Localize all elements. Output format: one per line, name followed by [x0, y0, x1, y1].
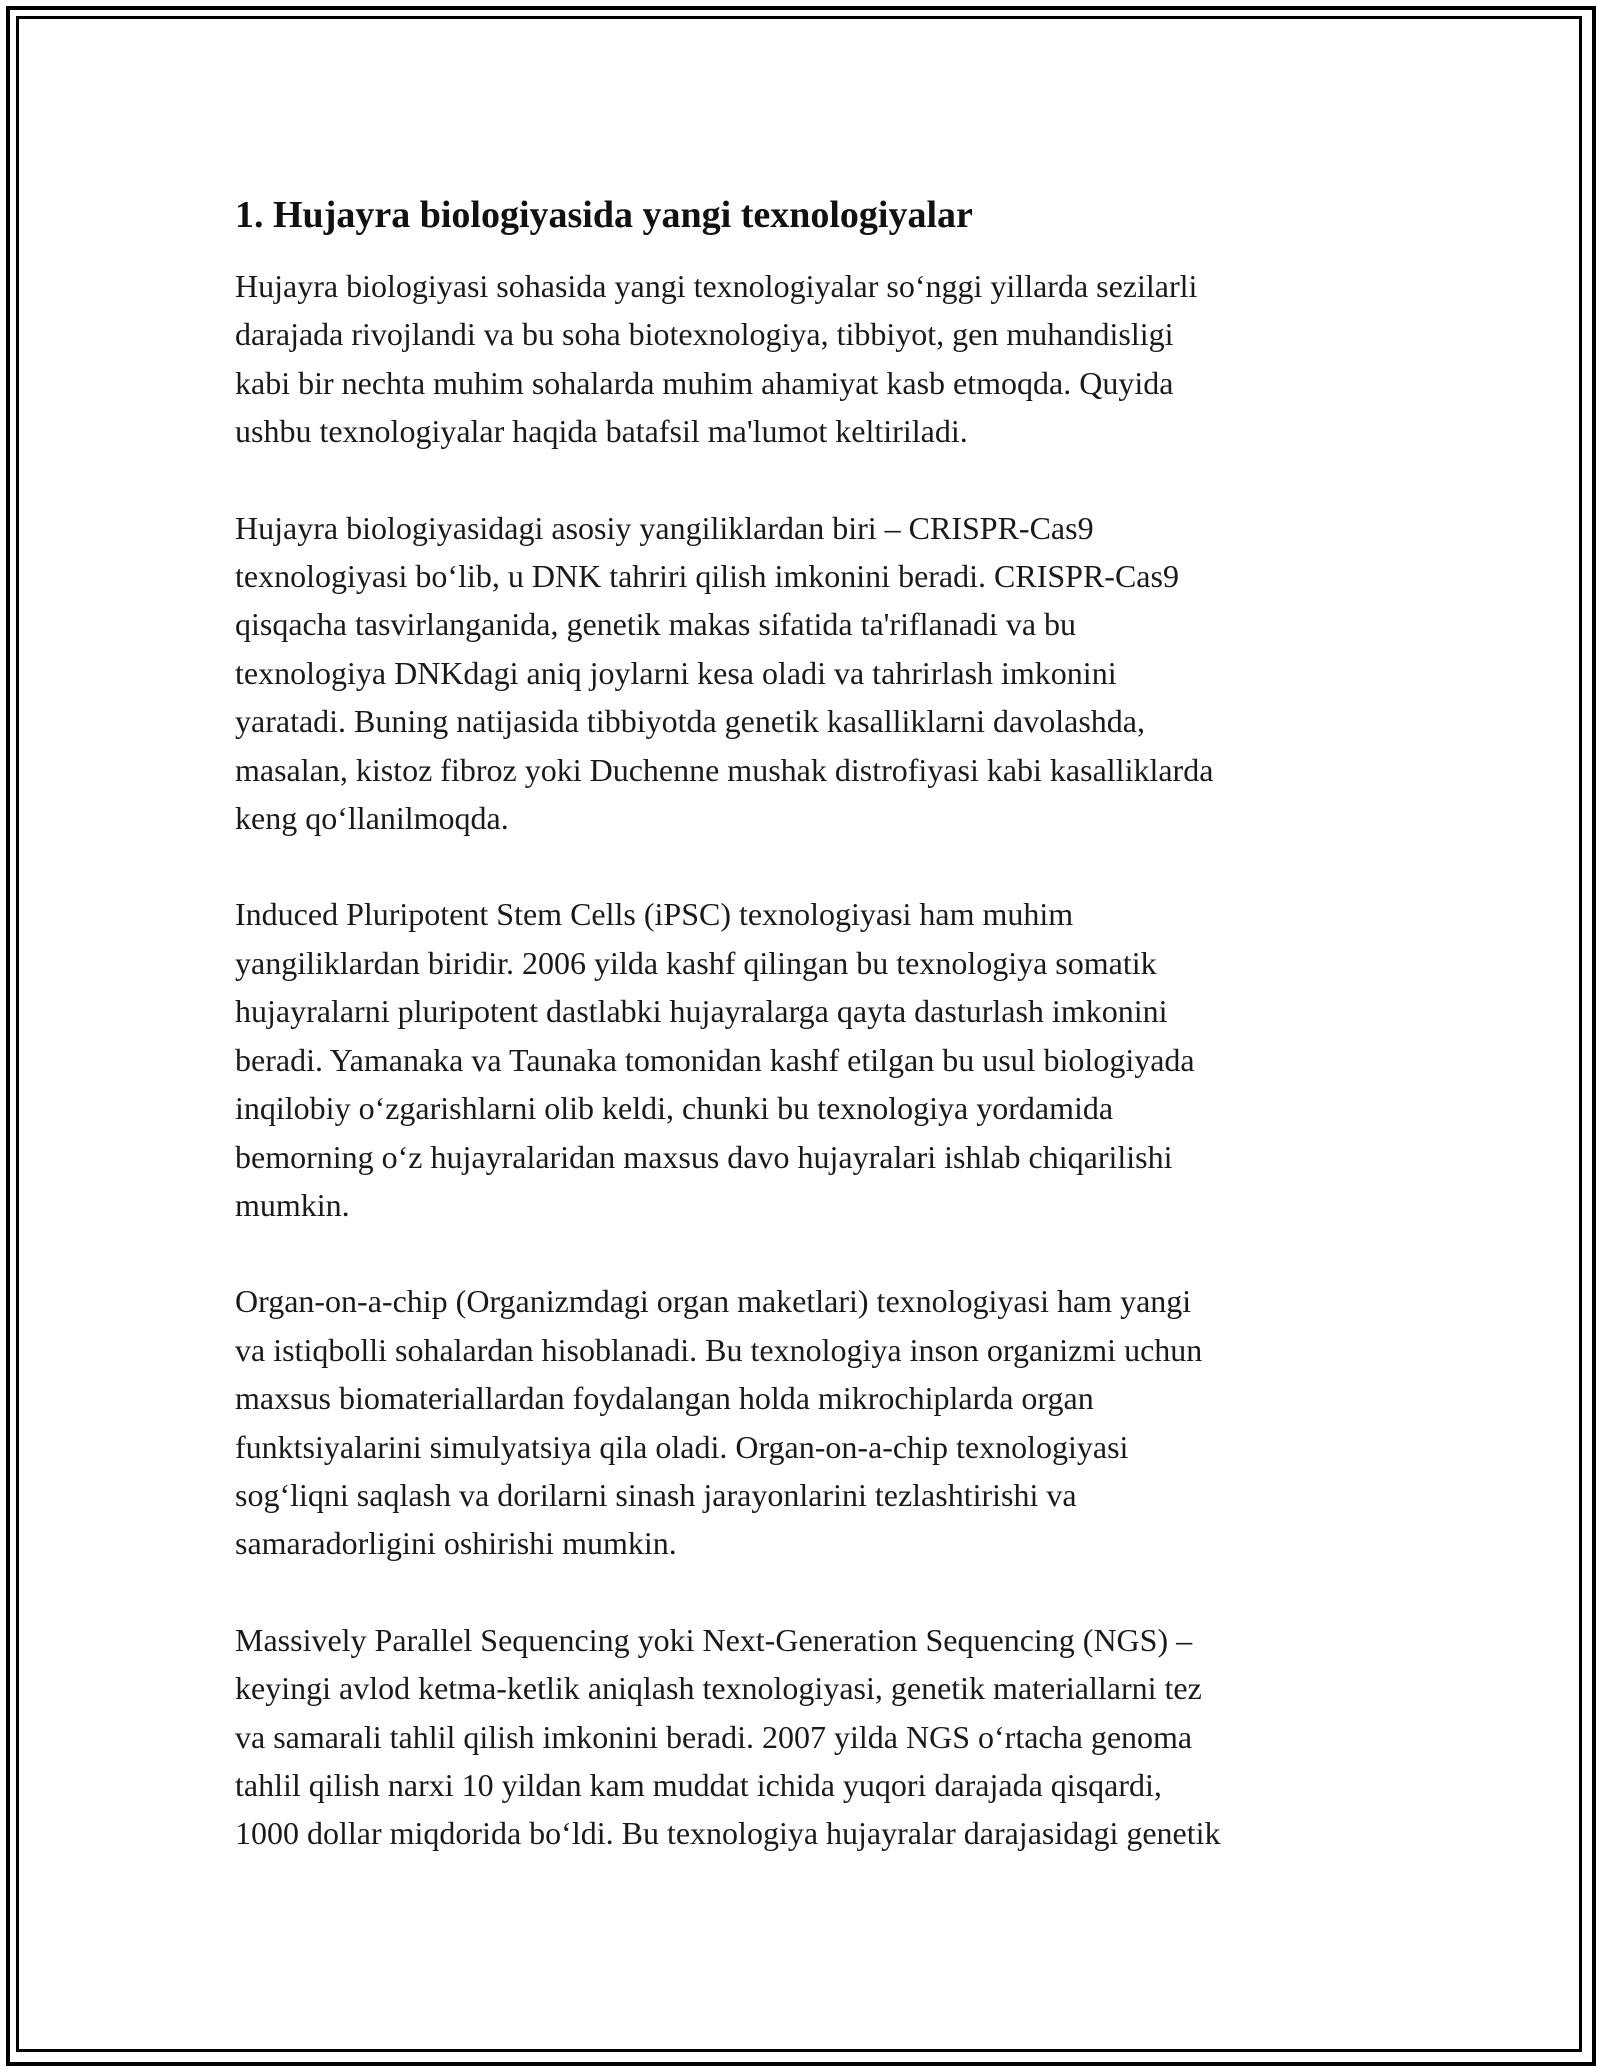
paragraph-organ-on-chip — [235, 1277, 1385, 1567]
text-line: Hujayra biologiyasidagi asosiy yangiliklardan biri – CRISPR-Cas9 — [235, 509, 1094, 546]
text-line: Massively Parallel Sequencing yoki Next-Generation Sequencing (NGS) – — [235, 1621, 1193, 1658]
text-line: Hujayra biologiyasi sohasida yangi texnologiyalar so‘nggi yillarda sezilarli — [235, 268, 1198, 304]
text-line: bemorning o‘z hujayralaridan maxsus davo hujayralari ishlab chiqarilishi — [235, 1138, 1173, 1175]
text-line: yangiliklardan biridir. 2006 yilda kashf qilingan bu texnologiya somatik — [235, 944, 1157, 981]
text-line: va istiqbolli sohalardan hisoblanadi. Bu texnologiya inson organizmi uchun — [235, 1331, 1203, 1368]
text-line: samaradorligini oshirishi mumkin. — [235, 1525, 677, 1562]
paragraph-ipsc — [235, 890, 1385, 1229]
text-line: inqilobiy o‘zgarishlarni olib keldi, chunki bu texnologiya yordamida — [235, 1090, 1114, 1127]
text-line: keng qo‘llanilmoqda. — [235, 800, 509, 837]
document-body — [235, 188, 1385, 1906]
section-heading: 1. Hujayra biologiyasida yangi texnologiyalar — [235, 194, 973, 236]
text-line: hujayralarni pluripotent dastlabki hujayralarga qayta dasturlash imkonini — [235, 993, 1168, 1030]
paragraph-intro — [235, 262, 1385, 456]
text-line: beradi. Yamanaka va Taunaka tomonidan kashf etilgan bu usul biologiyada — [235, 1041, 1195, 1078]
text-line: texnologiyasi bo‘lib, u DNK tahriri qilish imkonini beradi. CRISPR-Cas9 — [235, 558, 1179, 595]
text-line: ushbu texnologiyalar haqida batafsil ma'lumot keltiriladi. — [235, 413, 968, 450]
text-line: funktsiyalarini simulyatsiya qila oladi. Organ-on-a-chip texnologiyasi — [235, 1428, 1129, 1465]
paragraph-crispr — [235, 504, 1385, 843]
text-line: masalan, kistoz fibroz yoki Duchenne mushak distrofiyasi kabi kasalliklarda — [235, 751, 1214, 788]
text-line: sog‘liqni saqlash va dorilarni sinash jarayonlarini tezlashtirishi va — [235, 1476, 1077, 1513]
text-line: Organ-on-a-chip (Organizmdagi organ maketlari) texnologiyasi ham yangi — [235, 1283, 1192, 1320]
text-line: kabi bir nechta muhim sohalarda muhim ahamiyat kasb etmoqda. Quyida — [235, 364, 1174, 401]
text-line: 1000 dollar miqdorida bo‘ldi. Bu texnologiya hujayralar darajasidagi genetik — [235, 1815, 1221, 1852]
text-line: texnologiya DNKdagi aniq joylarni kesa oladi va tahrirlash imkonini — [235, 654, 1117, 691]
text-line: yaratadi. Buning natijasida tibbiyotda genetik kasalliklarni davolashda, — [235, 703, 1145, 740]
text-line: keyingi avlod ketma-ketlik aniqlash texnologiyasi, genetik materiallarni tez — [235, 1670, 1202, 1707]
text-line: tahlil qilish narxi 10 yildan kam muddat ichida yuqori darajada qisqardi, — [235, 1766, 1162, 1803]
text-line: darajada rivojlandi va bu soha biotexnologiya, tibbiyot, gen muhandisligi — [235, 316, 1174, 353]
text-line: maxsus biomateriallardan foydalangan holda mikrochiplarda organ — [235, 1380, 1094, 1417]
text-line: mumkin. — [235, 1186, 350, 1223]
text-line: qisqacha tasvirlanganida, genetik makas sifatida ta'riflanadi va bu — [235, 606, 1077, 643]
text-line: va samarali tahlil qilish imkonini beradi. 2007 yilda NGS o‘rtacha genoma — [235, 1718, 1193, 1755]
paragraph-ngs — [235, 1616, 1385, 1858]
text-line: Induced Pluripotent Stem Cells (iPSC) texnologiyasi ham muhim — [235, 896, 1074, 933]
